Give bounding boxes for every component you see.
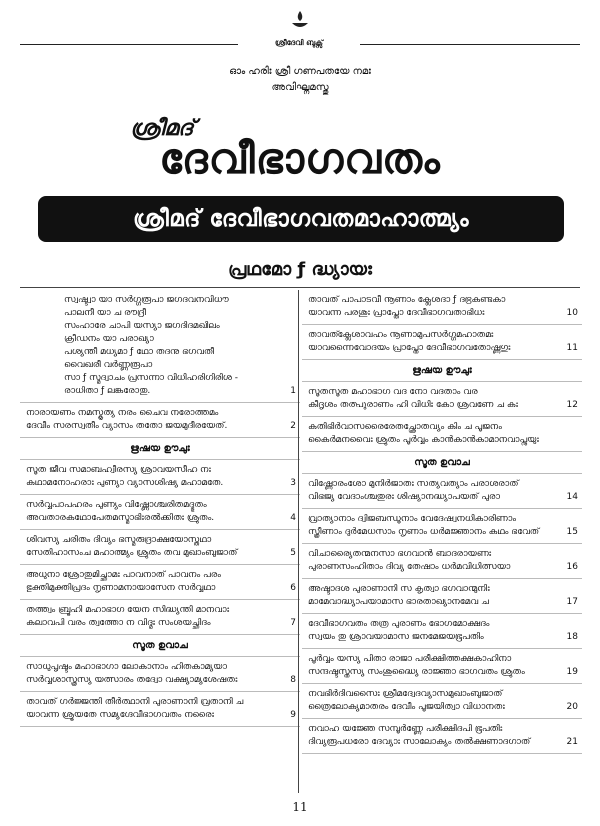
verse-number: 5 [290, 548, 296, 558]
verse-line: ദിവ്യരൂപധരോ ദേവ്യാഃ സാലോക്യം തൽക്ഷണാദഗാത് [308, 737, 531, 747]
page-number: 11 [292, 800, 308, 814]
verse-number: 21 [566, 737, 578, 747]
verse-number: 16 [566, 562, 578, 572]
verse-line: പൂർവ്വം യസ്യ പിതാ രാജാ പരീക്ഷിത്തക്ഷകാഹിനാ [308, 654, 512, 664]
verse-number: 18 [566, 632, 578, 642]
verse-line: കീദൃശം തത്പുരാണം ഹി വിധിഃ കോ ശ്രവണേ ച കഃ [308, 400, 518, 410]
verse-block [302, 579, 582, 614]
verse-line: ത്രൈലോക്യമാതരം ദേവീം പൂജയിത്വാ വിധാനതഃ [308, 702, 505, 712]
title-prefix: ശ്രീമദ് [130, 116, 194, 141]
verse-number: 6 [290, 583, 296, 593]
verse-number: 19 [566, 667, 578, 677]
verse-line: നവഭിർദിവസൈഃ ശ്രീമദ്വേദവ്യാസമുഖാംബുജാത് [308, 689, 503, 699]
verse-line: യാവന്നൈവോദയം പ്രാപ്തോ ദേവീഭാഗവതോഷ്ണഗുഃ [308, 343, 511, 353]
verse-block [20, 290, 300, 403]
header-rule-right [360, 44, 580, 45]
verse-number: 15 [566, 527, 578, 537]
verse-block [302, 684, 582, 719]
verse-block [302, 544, 582, 579]
verse-line: സംഹാരേ ചാപി യസ്യാ ജഗദിദമഖിലം [64, 321, 220, 331]
speaker-heading: സൂത ഉവാച [20, 635, 300, 657]
verse-line: സൂത ജീവ സമാബഹ്വീരസ്യ ശ്രാവയസീഹ നഃ [26, 465, 211, 475]
verse-number: 3 [290, 478, 296, 488]
verse-block [302, 649, 582, 684]
chapter-heading: പ്രഥമോ ƒ ദ്ധ്യായഃ [228, 259, 372, 280]
verse-line: ക്രീഡനം യാ പരാഖ്യാ [64, 334, 154, 344]
verse-number: 4 [290, 513, 296, 523]
verse-number: 17 [566, 597, 578, 607]
verse-number: 8 [290, 675, 296, 685]
verse-line: കൈർമനവൈഃ ശ്രുതം പൂർവ്വം കാൻകാൻകാമാനവാപ്നുയുഃ [308, 435, 539, 445]
verse-line: പശ്യന്തീ മധ്യമാ ƒ ഥോ തദനു ഭഗവതീ [64, 347, 215, 357]
verse-line: വൈഖരീ വർണ്ണരൂപാ [64, 360, 153, 370]
verse-block [20, 495, 300, 530]
verse-line: സ്വയം തു ശ്രാവയാമാസ ജനമേജയഭൂപതിം [308, 632, 484, 642]
verse-line: പുരാണസംഹിതാം ദിവ്യ തേഷാം ധർമവിധിത്സയാ [308, 562, 511, 572]
publisher-name: ശ്രീദേവി ബുക്സ് [275, 38, 323, 47]
verse-line: തത്ത്വം ബ്രൂഹി മഹാഭാഗ യേന സിദ്ധ്യന്തി മാനവാഃ [26, 605, 230, 615]
verse-line: ശിവസ്യ ചരിതം ദിവ്യം ഭസ്മരുദ്രാക്ഷയോസ്തഥാ [26, 535, 212, 545]
verse-line: വിഭജ്യ വേദാംശ്ചതുരഃ ശിഷ്യാനദ്ധ്യാപയത് പുരാ [308, 492, 500, 502]
invocation-line-2: അവിഘ്നമസ്തു [271, 82, 329, 93]
verse-line: വ്രാത്യാനാം ദ്വിജബന്ധൂനാം വേദേഷ്വനധികാരിണാം [308, 514, 517, 524]
verse-line: ഭുക്തിമുക്തിപ്രദം നൃണാമനായാസേന സർവ്വഥാ [26, 583, 216, 593]
verse-block [302, 382, 582, 417]
lamp-logo-icon [288, 10, 312, 32]
verse-number: 9 [290, 710, 296, 720]
verse-line: നവാഹ യജ്ഞേ സമ്പൂർണ്ണേ പരീക്ഷിദപി ഭൂപതിഃ [308, 724, 503, 734]
verse-line: സർവ്വപാപഹരം പുണ്യം വിഷ്ണോശ്ചരിതമദ്ഭുതം [26, 500, 207, 510]
verse-block [20, 460, 300, 495]
verse-line: കഥാമനോഹരാഃ പുണ്യാ വ്യാസശിഷ്യ മഹാമതേ. [26, 478, 224, 488]
verse-line: രാധിതാ ƒ ലങ്കരോതു. [64, 386, 151, 396]
verse-block [302, 417, 582, 452]
verse-block [20, 692, 300, 727]
verse-line: പാലനീ യാ ച രൗദ്രീ [64, 308, 147, 318]
verse-line: കതിഭിർവാസരൈരേതച്ഛ്രോതവ്യം കിം ച പൂജനം [308, 422, 502, 432]
verse-block [302, 474, 582, 509]
chapter-rule [20, 287, 580, 288]
left-column [20, 290, 300, 727]
verse-block [20, 657, 300, 692]
section-banner: ശ്രീമദ് ദേവീഭാഗവതമാഹാത്മ്യം [38, 196, 564, 242]
verse-number: 14 [566, 492, 578, 502]
verse-line: ദേവീം സരസ്വതീം വ്യാസം തതോ ജയമുദീരയേത്. [26, 421, 228, 431]
verse-line: മാമേവാദ്ധ്യാപയാമാസ ഭാരതാഖ്യാനമേവ ച [308, 597, 489, 607]
verse-block [302, 325, 582, 360]
verse-number: 1 [290, 386, 296, 396]
verse-line: താവത് ഗർജ്ജന്തി തീർത്ഥാനി പുരാണാനി വ്രതാനി ച [26, 697, 244, 707]
verse-number: 20 [566, 702, 578, 712]
verse-block [302, 509, 582, 544]
verse-line: സന്ദഷ്ടസ്തസ്യ സംശുദ്ധ്യൈ രാജ്ഞാ ഭാഗവതം ശ്രുതം [308, 667, 525, 677]
verse-number: 11 [566, 343, 578, 353]
verse-line: താവത് പാപാടവീ നൂണാം ക്ലേശദാ ƒ ദഭ്രകണ്ടകാ [308, 295, 506, 305]
right-column [302, 290, 582, 754]
verse-line: താവത്ക്ലേശാവഹം നൂണാമുപസർഗ്ഗമഹാതമഃ [308, 330, 494, 340]
verse-block [20, 403, 300, 438]
verse-line: അഷ്ടാദശ പുരാണാനി സ കൃത്വാ ഭഗവാന്മുനിഃ [308, 584, 490, 594]
verse-number: 12 [566, 400, 578, 410]
speaker-heading: സൂത ഉവാച [302, 452, 582, 474]
verse-line: സർവ്വശാസ്ത്രസ്യ യത്സാരം തദ്വോ വക്ഷ്യാമ്യശേഷതഃ [26, 675, 238, 685]
speaker-heading: ഋഷയ ഊചുഃ [20, 438, 300, 460]
verse-line: വിചാര്യൈതന്മനസാ ഭഗവാൻ ബാദരായണഃ [308, 549, 492, 559]
verse-line: യാവന്ന ശ്രൂയതേ സമ്യഗ്ദേവീഭാഗവതം നരൈഃ [26, 710, 214, 720]
verse-line: സാ ƒ സ്മദ്വാചം പ്രസന്നാ വിധിഹരിഗിരിശ - [64, 373, 239, 383]
verse-block [302, 719, 582, 754]
verse-block [20, 565, 300, 600]
invocation-line-1: ഓം ഹരിഃ ശ്രീ ഗണപതയേ നമഃ [229, 66, 371, 77]
verse-number: 10 [566, 308, 578, 318]
verse-line: സൂതസൂത മഹാഭാഗ വദ നോ വദതാം വര [308, 387, 478, 397]
book-title: ദേവീഭാഗവതം [159, 134, 441, 183]
verse-block [20, 530, 300, 565]
verse-line: സ്വഷ്ട്വാ യാ സർഗ്ഗരൂപാ ജഗദവനവിധൗ [64, 295, 229, 305]
verse-line: അവതാരകഥോപേതമസ്മാഭിഃരൽക്കിതഃ ശ്രുതം. [26, 513, 215, 523]
speaker-heading: ഋഷയ ഊചുഃ [302, 360, 582, 382]
verse-number: 7 [290, 618, 296, 628]
verse-line: വിഷ്ണോരംശോ മുനിർജാതഃ സത്യവത്യാം പരാശരാത് [308, 479, 519, 489]
verse-block [20, 600, 300, 635]
verse-line: അധുനാ ശ്രോതുമിച്ഛാമഃ പാവനാത് പാവനം പരം [26, 570, 221, 580]
verse-block [302, 614, 582, 649]
header-rule-left [20, 44, 238, 45]
column-divider [298, 290, 299, 793]
verse-number: 2 [290, 421, 296, 431]
verse-line: ദേവീഭാഗവതം തത്ര പുരാണം ഭോഗമോക്ഷദം [308, 619, 490, 629]
verse-line: സ്ത്രീണാം ദുർമേധസാം നൃണാം ധർമജ്ഞാനം കഥം ഭവേത് [308, 527, 540, 537]
verse-line: യാവന്ന പരശുഃ പ്രാപ്തോ ദേവീഭാഗവതാഭിധഃ [308, 308, 485, 318]
page-header [20, 8, 580, 48]
verse-line: സേതിഹാസംച മഹാത്മ്യം ശ്രുതം തവ മുഖാംബുജാത് [26, 548, 238, 558]
verse-line: സാധുപൃഷ്ടം മഹാഭാഗാ ലോകാനാം ഹിതകാമ്യയാ [26, 662, 227, 672]
verse-block [302, 290, 582, 325]
verse-line: നാരായണം നമസ്കൃത്യ നരം ചൈവ നരോത്തമം [26, 408, 219, 418]
verse-line: കലാവപി വരം ത്വത്തോ ന വിദ്മഃ സംശയച്ഛിദം [26, 618, 211, 628]
